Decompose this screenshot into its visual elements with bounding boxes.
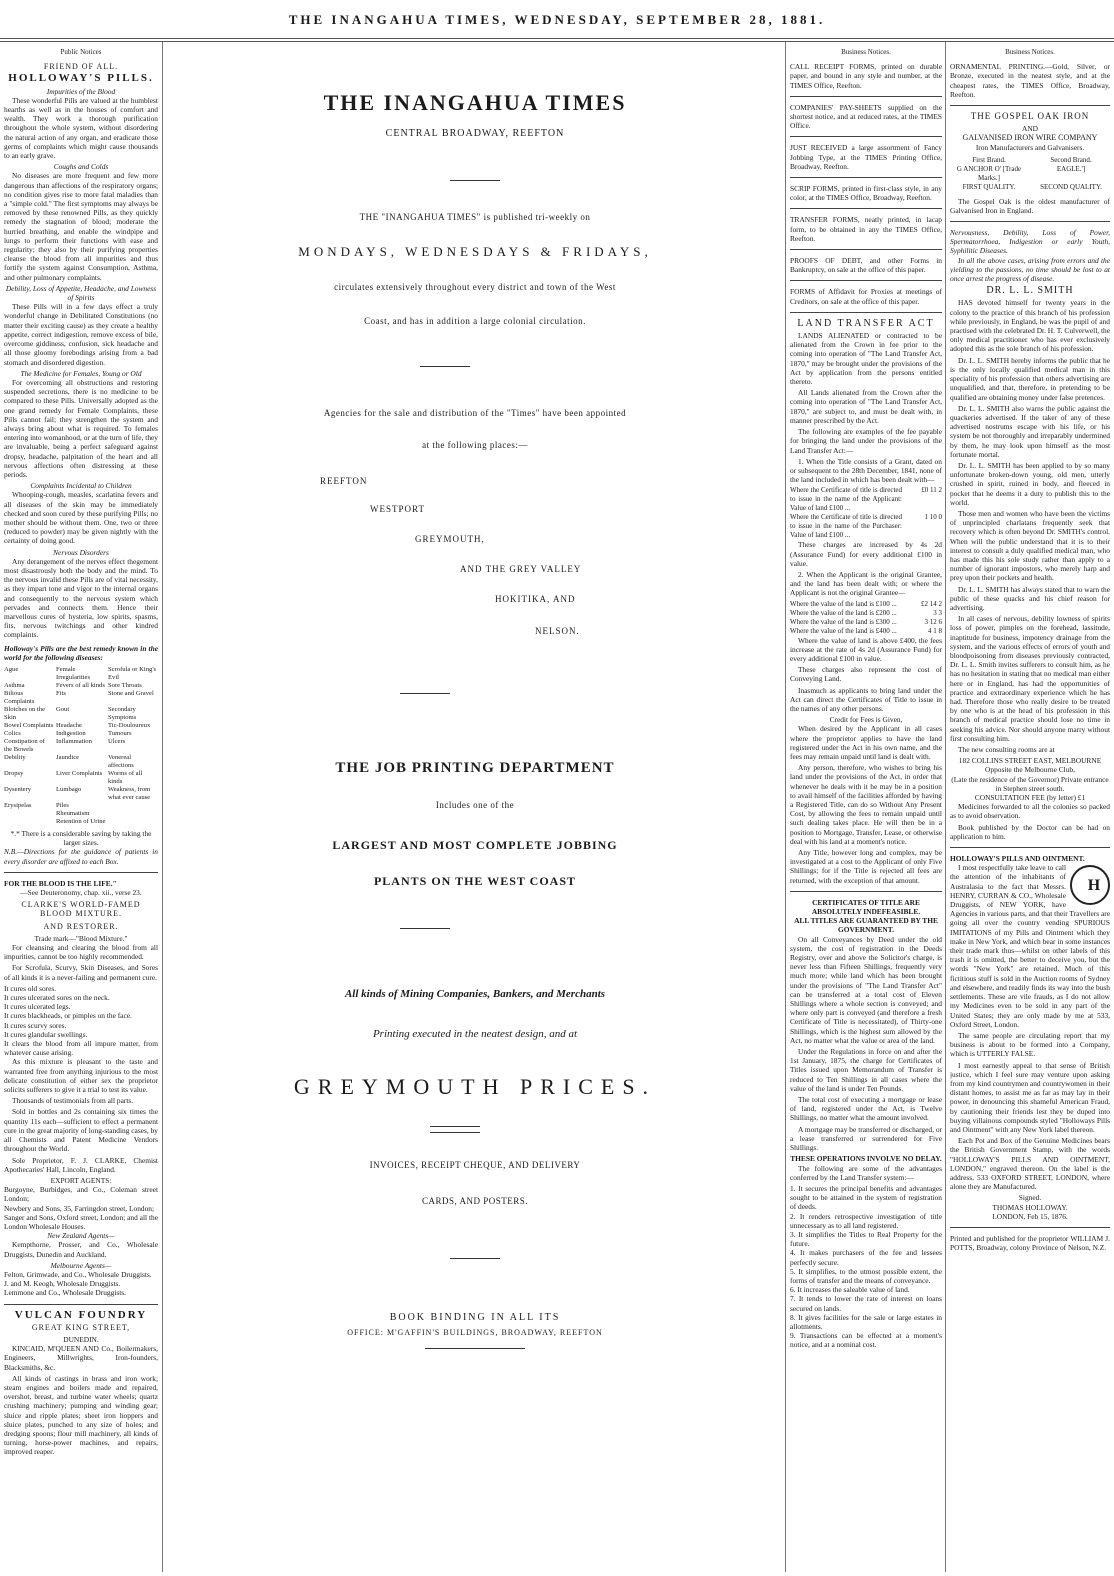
paragraph: HAS devoted himself for twenty years in the colony to the practice of this branch of his profession while previously, in England, he was the pupil of and practised with the celebrated Dr. H. T. Culverwell, the only medical practitioner who has ever exclusively adopted this as the sole branch of his profession. — [950, 298, 1110, 354]
paragraph: The following are examples of the fee payable for bringing the land under the provisions of the Land Transfer Act:— — [790, 427, 942, 455]
masthead-title: THE INANGAHUA TIMES — [323, 90, 627, 115]
brand-item: G ANCHOR O' [Trade Marks.] — [956, 165, 1022, 183]
land-transfer-heading: LAND TRANSFER ACT — [797, 317, 935, 329]
paragraph: All Lands alienated from the Crown after the coming into operation of "The Land Transfer Act, 1870," are subject to, and must be dealt with, in manner prescribed by the Act. — [790, 388, 942, 425]
header-rule — [0, 38, 1114, 39]
disease-item: Venereal affections — [108, 754, 134, 769]
disease-item: Ague — [4, 666, 19, 673]
paragraph: Any derangement of the nerves effect thegement most disastrously both the body and the mind. To the nervous invalid these Pills are of vital necessity, as they impart tone and vigor to the internal organs and consequently to the nervous system which pervades and connects them. Hence their marvellous cures of hysteria, low spirits, spasms, fits, nervous twitchings and other kindred complaints. — [4, 556, 158, 640]
paragraph: Thousands of testimonials from all parts. — [12, 1096, 134, 1106]
guaranteed-heading: ALL TITLES ARE GUARANTEED BY THE GOVERNMENT. — [794, 916, 938, 935]
disease-item: Piles — [56, 802, 69, 809]
paragraph: Each Pot and Box of the Genuine Medicines bears the British Government Stamp, with the words "HOLLOWAY'S PILLS AND OINTMENT, LONDON," engraved thereon. On the label is the address, 533 OXFORD STREET, LONDON, where alone they are Manufactured. — [950, 1136, 1110, 1192]
divider — [420, 366, 470, 367]
address-line: 182 COLLINS STREET EAST, MELBOURNE Opposite the Melbourne Club, — [958, 756, 1102, 775]
subheading: Impurities of the Blood — [46, 86, 116, 96]
disease-item: Female Irregularities — [56, 666, 91, 681]
disease-list — [4, 666, 158, 826]
holloway-seal-icon: H — [1070, 865, 1110, 905]
subheading: Debility, Loss of Appetite, Headache, and Lowness of Spirits — [5, 283, 157, 303]
paragraph: When desired by the Applicant in all cases where the proprietor applies to have the land registered under the Act in his own name, and the fees may remain unpaid until land is dealt with. — [790, 724, 942, 761]
page-title: THE INANGAHUA TIMES, WEDNESDAY, SEPTEMBER 28, 1881. — [288, 12, 826, 27]
disease-item — [108, 810, 158, 818]
notice-receipt-forms — [790, 62, 942, 90]
notice-ornamental-printing — [950, 62, 1110, 99]
dr-smith-heading: DR. L. L. SMITH — [986, 285, 1074, 297]
melbourne-agents-list — [4, 1270, 158, 1298]
paragraph: Those men and women who have been the victims of unprincipled charlatans frequently seek that recovery which is often beyond Dr. SMITH's control. When will the public understand that it is to their interest to consult a duly qualified medical man, who has made this his sole study rather than apply to a number of ignorant impostors, who merely harp and prey upon their pockets and health. — [950, 508, 1110, 583]
disease-item: Headache — [56, 722, 82, 729]
fee-row — [790, 618, 942, 627]
place-hokitika: HOKITIKA, AND — [495, 594, 576, 604]
divider — [790, 177, 942, 178]
disease-item: Secondary Symptoms — [108, 706, 137, 721]
paragraph: Dr. L. L. SMITH has been applied to by so many unfortunate broken-down young, old men, utterly crushed in spirit, ruined in body, and fleeced in pocket that he deems it a duty to publish this to the world. — [950, 460, 1110, 507]
fee-row — [790, 513, 942, 540]
paragraph: Inasmuch as applicants to bring land under the Act can direct the Certificates of Title to issue in the names of any other persons. — [790, 685, 942, 713]
publication-days: MONDAYS, WEDNESDAYS & FRIDAYS, — [298, 244, 652, 259]
advantages-list — [790, 1184, 942, 1350]
divider — [950, 847, 1110, 848]
nervousness-heading: Nervousness, Debility, Loss of Power, Spermatorrhoea, Indigestion or early Youth, Syphilitic Diseases. — [950, 228, 1110, 256]
agent-item: Sanger and Sons, Oxford street, London; and all the London Wholesale Houses. — [4, 1212, 158, 1231]
subheading: Complaints Incidental to Children — [30, 481, 132, 491]
disease-item: Rheumatism — [56, 810, 90, 817]
nz-agents-heading: New Zealand Agents— — [47, 1231, 115, 1241]
paragraph: The Gospel Oak is the oldest manufacturer of Galvanised Iron in England. — [950, 196, 1110, 215]
disease-item: Asthma — [4, 682, 25, 689]
disease-item: Dropsy — [4, 770, 24, 777]
paragraph: All kinds of castings in brass and iron work; steam engines and boilers made and repaired, overshot, breast, and turbine water wheels; quartz crushing machinery; pumping and winding gear; sluice and ripple plates; sheet iron hoppers and sluice plates, punched to any size of holes; and dredging spoons; flour mill machinery, all kinds of turning, horse-power machines, and repairs, improved reaper. — [4, 1373, 158, 1457]
divider — [450, 1258, 500, 1259]
advantage-item: 2. It renders retrospective investigation of title unnecessary as to all land registered. — [790, 1211, 942, 1230]
disease-item: Inflammation — [56, 738, 92, 745]
paragraph: For cleansing and clearing the blood from all impurities, cannot be too highly recommended. — [4, 943, 158, 962]
disease-item: Scrofula or King's Evil — [108, 666, 157, 681]
disease-item: Ulcers — [108, 738, 126, 745]
disease-item: Indigestion — [56, 730, 86, 737]
column-divider — [945, 42, 946, 1572]
paragraph: LANDS ALIENATED or contracted to be alienated from the Crown in fee prior to the coming into operation of "The Land Transfer Act, 1870," may be brought under the provisions of the Act by application from the persons entitled thereto. — [790, 331, 942, 387]
paragraph: Kempthorne, Prosser, and Co., Wholesale Druggists, Dunedin and Auckland. — [4, 1240, 158, 1259]
mining-line: All kinds of Mining Companies, Bankers, and Merchants — [344, 988, 606, 1000]
paragraph: Book published by the Doctor can be had on application to him. — [950, 822, 1110, 841]
iron-manufacturers: Iron Manufacturers and Galvanisers. — [975, 142, 1085, 152]
notice-text: FORMS of Affidavit for Proxies at meetings of Creditors, on sale at the office of this paper. — [790, 287, 942, 306]
agencies-line: Agencies for the sale and distribution of the "Times" have been appointed — [323, 408, 627, 418]
divider — [450, 180, 500, 181]
paragraph: I most earnestly appeal to that sense of British justice, which I feel sure may venture upon asking from my kind countrymen and countrywomen in their distant homes, to assist me as far as may lay in their power, in denouncing this shameful American Fraud, by cautioning their friends lest they be duped into buying villainous compounds styled "Holloways Pills and Ointment" with any New York label thereon. — [950, 1060, 1110, 1134]
notice-text: PROOFS OF DEBT, and other Forms in Bankruptcy, on sale at the office of this paper. — [790, 256, 942, 275]
circulation-line: circulates extensively throughout every district and town of the West — [334, 282, 616, 292]
vulcan-street: GREAT KING STREET, — [31, 1322, 131, 1332]
saving-note: *.* There is a considerable saving by taking the larger sizes. — [10, 829, 152, 848]
cure-item: It clears the blood from all impure matter, from whatever cause arising. — [4, 1039, 158, 1058]
coast-line: Coast, and has in addition a large colonial circulation. — [364, 316, 586, 326]
largest-line: LARGEST AND MOST COMPLETE JOBBING — [332, 838, 618, 852]
notice-scrip-forms — [790, 184, 942, 202]
divider — [790, 96, 942, 97]
prices-line: GREYMOUTH PRICES. — [293, 1074, 657, 1099]
paragraph: Dr. L. L. SMITH has always stated that to warn the public of these quacks and his chief reason for advertising. — [950, 584, 1110, 612]
disease-item: Constipation of the Bowels — [4, 738, 45, 753]
paragraph: No diseases are more frequent and few more dangerous than affections of the respiratory organs; no condition gives rise to more fatal maladies than a "simple cold." The first symptoms may always be removed by these renowned Pills, as they quickly remedy the stagnation of blood; moderate the hurried breathing, and enable the windpipe and lungs to perform their functions with ease and regularity; they also by their purifying properties cleanse the blood from all impurities and thus fortify the system against Consumption, Asthma, and other pulmonary complaints. — [4, 171, 158, 282]
subheading: Nervous Disorders — [53, 547, 109, 557]
place-greymouth: GREYMOUTH, — [415, 534, 485, 544]
vulcan-city: DUNEDIN. — [63, 1334, 99, 1344]
advantage-item: 1. It secures the principal benefits and advantages sought to be attained in the system of registration of deeds. — [790, 1183, 942, 1212]
holloway-heading: HOLLOWAY'S PILLS. — [8, 72, 154, 85]
advantage-item: 3. It simplifies the Titles to Real Property for the future. — [790, 1229, 942, 1249]
paragraph: For overcoming all obstructions and restoring suspended secretions, there is no medicine to be compared to these Pills. Universally adopted as the one grand remedy for Female Complaints, these Pills cannot fail; they strengthen the system and always bring about what is required. To females entering into womanhood, or at the turn of life, they are invaluable, being a perfect safeguard against dropsy, headache, palpitation of the heart and all nervous affections often distressing at these periods. — [4, 377, 158, 479]
divider — [425, 1348, 525, 1349]
disease-item — [4, 818, 54, 826]
disease-item — [4, 810, 54, 818]
fee-amount: £0 11 2 — [921, 486, 942, 495]
disease-item — [108, 802, 158, 810]
column-divider — [785, 42, 786, 1572]
paragraph: Where the value of land is above £400, the fees increase at the rate of 4s 2d (Assurance Fund) for every additional £100 in value. — [790, 635, 942, 663]
divider — [790, 208, 942, 209]
printing-line: Printing executed in the neatest design, and at — [372, 1028, 578, 1040]
paragraph: As this mixture is pleasant to the taste and warranted free from anything injurious to the most delicate constitution of either sex the proprietor solicits sufferers to give it a trial to test its value. — [4, 1057, 158, 1095]
place-reefton: REEFTON — [320, 476, 368, 486]
notice-text: JUST RECEIVED a large assortment of Fancy Jobbing Type, at the TIMES Printing Office, Broadway, Reefton. — [790, 143, 942, 171]
disease-item: Stone and Gravel — [108, 690, 154, 697]
divider — [950, 221, 1110, 222]
fee-amount: £2 14 2 — [921, 599, 942, 608]
paragraph: Dr. L. L. SMITH hereby informs the public that he is the only locally qualified medical man in this speciality of his profession that others advertising are unqualified, and that, therefore, in pretending to be qualified are obtaining money under false pretences. — [950, 355, 1110, 402]
agent-item: J. and M. Keogh, Wholesale Druggists. — [4, 1279, 121, 1289]
fee-description: Where the value of the land is £400 ... — [790, 626, 897, 635]
paragraph: The following are some of the advantages conferred by the Land Transfer system:— — [790, 1163, 942, 1182]
paragraph: In all the above cases, arising from errors and the yielding to the passions, no time should be lost to at once arrest the progress of disease. — [950, 255, 1110, 284]
holloway-heading: HOLLOWAY'S PILLS AND OINTMENT. — [950, 854, 1085, 864]
notice-text: ORNAMENTAL PRINTING.—Gold, Silver, or Bronze, executed in the neatest style, and at the cheapest rates, the TIMES Office, Broadway, Reefton. — [950, 62, 1110, 99]
paragraph: Medicines forwarded to all the colonies so packed as to avoid observation. — [950, 802, 1110, 821]
paragraph: Sole Proprietor, F. J. CLARKE, Chemist Apothecaries' Hall, Lincoln, England. — [4, 1155, 158, 1174]
galvanised-heading: GALVANISED IRON WIRE COMPANY — [962, 133, 1098, 143]
paragraph: 2. When the Applicant is the original Grantee, and the land has been dealt with; or where the Applicant is not the original Grantee— — [790, 569, 942, 598]
agents-list — [4, 1185, 158, 1231]
credit-heading: Credit for Fees is Given, — [829, 715, 903, 725]
agent-item: Newbery and Sons, 35, Farringdon street, London; — [4, 1203, 155, 1213]
trade-mark: Trade mark—"Blood Mixture." — [34, 933, 128, 943]
paragraph: These Pills will in a few days effect a truly wonderful change in Debilitated Constitutions (no matter their exciting cause) as they create a healthy appetite, correct indigestion, remove excess of bile, overcome giddiness, confusion, sick headache and all those gloomy forebodings arising from a bad stomach and disordered digestion. — [4, 302, 158, 367]
divider — [430, 1132, 480, 1133]
disease-item: Debility — [4, 754, 26, 761]
disease-item: Bilious Complaints — [4, 690, 35, 705]
blood-life-heading: FOR THE BLOOD IS THE LIFE." — [4, 878, 117, 888]
no-delay-heading: THESE OPERATIONS INVOLVE NO DELAY. — [790, 1154, 942, 1164]
cure-item: It cures scurvy sores. — [4, 1020, 67, 1030]
paragraph: The new consulting rooms are at — [958, 745, 1055, 755]
best-remedy: Holloway's Pills are the best remedy known in the world for the following diseases: — [4, 643, 158, 662]
divider — [950, 105, 1110, 106]
disease-item: Blotches on the Skin — [4, 706, 46, 721]
masthead-address: CENTRAL BROADWAY, REEFTON — [385, 128, 565, 139]
cure-item: It cures blackheads, or pimples on the face. — [4, 1011, 132, 1021]
divider — [430, 1126, 480, 1127]
divider — [790, 891, 942, 892]
divider — [950, 1227, 1110, 1228]
notice-text: COMPANIES' PAY-SHEETS supplied on the shortest notice, and at reduced rates, at the TIMES Office. — [790, 102, 942, 131]
divider — [400, 693, 450, 694]
fee-table — [790, 600, 942, 636]
plants-line: PLANTS ON THE WEST COAST — [373, 874, 577, 888]
disease-item: Jaundice — [56, 754, 80, 761]
divider — [4, 872, 158, 873]
column-business-notices — [790, 48, 942, 1572]
brands-table — [950, 156, 1110, 193]
brand-item: SECOND QUALITY. — [1040, 183, 1102, 192]
notice-text: CALL RECEIPT FORMS, printed on durable paper, and bound in any style and number, at the TIMES Office, Reefton. — [790, 62, 942, 90]
advantage-item: 7. It tends to lower the rate of interest on loans secured on lands. — [790, 1294, 942, 1313]
friend-heading: FRIEND OF ALL. — [43, 62, 119, 72]
fee-description: Where the value of the land is £100 ... — [790, 599, 897, 608]
fee-amount: 1 10 0 — [924, 513, 942, 522]
advantage-item: 6. It increases the saleable value of land. — [790, 1285, 910, 1295]
fee-table — [790, 486, 942, 540]
disease-item: Fevers of all kinds — [56, 682, 105, 689]
paragraph: KINCAID, M'QUEEN AND Co., Boilermakers, Engineers, Millwrights, Iron-founders, Blacksmiths, &c. — [4, 1344, 158, 1372]
fee-amount: 3 3 — [933, 608, 942, 617]
invoices-line: INVOICES, RECEIPT CHEQUE, AND DELIVERY — [369, 1160, 581, 1170]
cure-item: It cures ulcerated sores on the neck. — [4, 993, 110, 1003]
brand-item: First Brand. — [972, 155, 1006, 164]
paragraph: Whooping-cough, measles, scarlatina fevers and all diseases of the skin may be immediately checked and soon cured by these purifying Pills; no mother should be without them. One, two or three (reduced to powder) may be given nightly with the certainty of doing good. — [4, 490, 158, 546]
includes-line: Includes one of the — [435, 800, 515, 810]
disease-item: Tic-Douloureux — [108, 722, 151, 729]
paragraph: Under the Regulations in force on and after the 1st January, 1875, the charge for Certificates of Titles issued upon Memorandum of Transfer is reduced to Ten Shillings in all cases where the value of the land is under Ten Pounds. — [790, 1047, 942, 1093]
paragraph: These wonderful Pills are valued at the humblest hearths as well as in the houses of comfort and wealth. They work a thorough purification throughout the whole system, without disordering the natural action of any organ, and eradicate those germs of complaints which might cause thousands to an early grave. — [4, 95, 158, 161]
paragraph: These charges also represent the cost of Conveying Land. — [790, 665, 942, 684]
melbourne-agents-heading: Melbourne Agents— — [50, 1260, 112, 1270]
disease-item: Weakness, from what ever cause — [108, 786, 151, 801]
notice-text: SCRIP FORMS, printed in first-class style, in any color, at the TIMES Office, Broadway, Reefton. — [790, 184, 942, 203]
office-line: OFFICE: M'GAFFIN'S BUILDINGS, BROADWAY, REEFTON — [347, 1328, 603, 1337]
cards-line: CARDS, AND POSTERS. — [421, 1196, 529, 1206]
header-rule-2 — [0, 41, 1114, 42]
column-header: Public Notices — [60, 48, 102, 56]
column-business-notices-2 — [950, 48, 1110, 1572]
paragraph-text: I most respectfully take leave to call the attention of the inhabitants of Australasia to the fact that Messrs. HENRY, CURRAN & CO., Wholesale Druggists, of NEW YORK, have Agencies in various parts, and that their Travellers are going all over the country vending SPURIOUS IMITATIONS of my Pills and Ointment which they make in New York, and which bear in some instances their trade mark thus—whilst on other labels of this trash it is omitted, the better to deceive you, but the words "New York" are retained. Much of this fictitious stuff is sold in the Auction rooms of Sydney and elsewhere, and readily finds its way into the bush settlements. These are vile frauds, as I do not allow my Medicines even to be sold in any part of the United States; they are only made by me at 533, Oxford Street, London. — [950, 863, 1110, 1029]
notice-affidavit-forms — [790, 287, 942, 305]
cure-item: It cures glandular swellings. — [4, 1029, 88, 1039]
disease-item: Erysipelas — [4, 802, 32, 809]
disease-item: Dysentery — [4, 786, 32, 793]
paragraph: In all cases of nervous, debility lowness of spirits loss of power, pimples on the forehead, lassitude, inaptitude for business, impotency drainage from the system, and the various effects of errors of youth and bloodpoisoning from diseases previously contracted, Dr. L. L. Smith invites sufferers to consult him, as he has no hesitation in stating that no medical man either here or in England, has had the opportunities of practice and extraordinary experience which he has had. Therefore those who really desire to be treated by one who is at the head of his profession in this branch of medical practice should lose no time in seeking his advice. Nor should anyone marry without first consulting him. — [950, 614, 1110, 743]
subheading: The Medicine for Females, Young or Old — [20, 368, 142, 378]
advantage-item: 8. It gives facilities for the sale or large estates in allotments. — [790, 1312, 942, 1331]
fee-row — [790, 609, 942, 618]
places-intro: at the following places:— — [422, 440, 528, 450]
place-nelson: NELSON. — [535, 626, 580, 636]
published-line: THE "INANGAHUA TIMES" is published tri-weekly on — [359, 212, 591, 222]
disease-item: Colics — [4, 730, 21, 737]
advantage-item: 9. Transactions can be effected at a moment's notice, and at a nominal cost. — [790, 1331, 942, 1350]
certificates-heading: CERTIFICATES OF TITLE ARE ABSOLUTELY INDEFEASIBLE. — [811, 897, 921, 917]
fee-amount: 3 12 6 — [924, 617, 942, 626]
disease-item — [108, 818, 158, 826]
notice-transfer-forms — [790, 215, 942, 243]
notice-pay-sheets — [790, 103, 942, 131]
paragraph: Any person, therefore, who wishes to bring his land under the provisions of the Act, in order that whenever he deals with it he may be in a position to avail himself of the facilities afforded by having a Registered Title, can do so Without Any Present Cost, by allowing the fees to remain unpaid until such dealing takes place. He will then be in a position to Mortgage, Transfer, Lease, or otherwise deal with his land at a moment's notice. — [790, 763, 942, 846]
place-westport: WESTPORT — [370, 504, 425, 514]
fee-description: Where the value of the land is £200 ... — [790, 608, 897, 617]
divider — [790, 312, 942, 313]
clarke-heading: CLARKE'S WORLD-FAMED BLOOD MIXTURE. — [21, 900, 141, 919]
fee-description: Where the value of the land is £300 ... — [790, 617, 897, 626]
paragraph: These charges are increased by 4s 2d (Assurance Fund) for every additional £100 in value. — [790, 540, 942, 568]
disease-item: Tumours — [108, 730, 132, 737]
disease-item: Retention of Urine — [56, 818, 106, 825]
brand-item: Second Brand. — [1050, 155, 1092, 164]
cure-item: It cures ulcerated legs. — [4, 1002, 71, 1012]
paragraph: On all Conveyances by Deed under the old system, the cost of registration in the Deeds Registry, over and above the Solicitor's charge, is never less than Fifteen Shillings, frequently very much more; while land which has been brought under the provisions of "The Land Transfer Act" can be transferred at a total cost of Eleven Shillings where a whole section is conveyed; and where only part is conveyed (and therefore a fresh Certificate of Title is necessitated), of Thirty-one Shillings, which is the highest sum allowed by the Act, no matter what the value or area of the land. — [790, 934, 942, 1045]
paragraph: Any Title, however long and complex, may be investigated at a cost to the Applicant of only Five Shillings; for if the Title is rejected all fees are returned, with the exception of that amount. — [790, 848, 942, 885]
job-printing-heading: THE JOB PRINTING DEPARTMENT — [335, 760, 615, 776]
brand-item: FIRST QUALITY. — [962, 183, 1016, 192]
column-divider — [162, 42, 163, 1572]
brand-item: EAGLE.'] — [1056, 165, 1086, 174]
disease-item: Worms of all kinds — [108, 770, 143, 785]
column-header: Business Notices. — [1005, 48, 1055, 56]
export-heading: EXPORT AGENTS: — [50, 1175, 112, 1185]
advantage-item: 5. It simplifies, to the utmost possible extent, the forms of transfer and the means of conveyance. — [790, 1266, 942, 1285]
paragraph: A mortgage may be transferred or discharged, or a lease transferred or surrendered for Five Shillings. — [790, 1124, 942, 1153]
deuteronomy-ref: —See Deuteronomy, chap. xii., verse 23. — [20, 888, 142, 898]
agent-item: Felton, Grimwade, and Co., Wholesale Druggists. — [4, 1269, 152, 1279]
cures-list — [4, 984, 158, 1058]
fee-description: Where the Certificate of title is directed to issue in the name of the Applicant: Value of land £100 ... — [790, 486, 902, 513]
column-center-advertisement — [170, 48, 780, 1568]
disease-item: Liver Complaints — [56, 770, 103, 777]
divider — [790, 136, 942, 137]
paragraph: Sold in bottles and 2s containing six times the quantity 11s each—sufficient to effect a permanent cure in the great majority of long-standing cases, by all Chemists and Patent Medicine Vendors throughout the World. — [4, 1107, 158, 1154]
agent-item: Lemmone and Co., Wholesale Druggists. — [4, 1288, 126, 1298]
restorer-heading: AND RESTORER. — [43, 921, 119, 931]
place-grey-valley: AND THE GREY VALLEY — [460, 564, 582, 574]
signature-name: THOMAS HOLLOWAY. — [992, 1202, 1068, 1212]
subheading: Coughs and Colds — [53, 162, 109, 172]
paragraph: Dr. L. L. SMITH also warns the public against the quackeries advertised. If the taker of any of these advertised nostrums escape with his life, or his system be not thoroughly and irreparably undermined by them, he may look upon himself as the most fortunate mortal. — [950, 403, 1110, 459]
disease-item: Lumbago — [56, 786, 82, 793]
divider — [790, 249, 942, 250]
fee-row — [790, 486, 942, 513]
imprint: Printed and published for the proprietor WILLIAM J. POTTS, Broadway, colony Province of Nelson, N.Z. — [950, 1233, 1110, 1253]
gospel-and: AND — [1021, 124, 1038, 134]
address-note: (Late the residence of the Governor) Private entrance in Stephen street south. — [951, 774, 1109, 793]
paragraph: For Scrofula, Scurvy, Skin Diseases, and Sores of all kinds it is a never-failing and permanent cure. — [4, 963, 158, 982]
disease-item: Bowel Complaints — [4, 722, 54, 729]
divider — [4, 1304, 158, 1305]
fee-description: Where the Certificate of title is directed to issue in the name of the Purchaser: Value of land £100 ... — [790, 513, 902, 540]
gospel-oak-heading: THE GOSPEL OAK IRON — [970, 111, 1090, 122]
fee-row — [790, 627, 942, 636]
notice-proofs-of-debt — [790, 256, 942, 274]
signed: Signed. — [1018, 1193, 1042, 1203]
consultation-fee: CONSULTATION FEE (by letter) £1 — [974, 793, 1086, 803]
notice-type — [790, 143, 942, 171]
notice-text: TRANSFER FORMS, neatly printed, in lacap form, to be obtained in any the TIMES Office, Reefton. — [790, 215, 942, 243]
book-binding-line: BOOK BINDING IN ALL ITS — [389, 1312, 561, 1323]
fee-row — [790, 600, 942, 609]
paragraph: The same people are circulating report that my business is about to be formed into a Company, which is UTTERLY FALSE. — [950, 1030, 1110, 1059]
advantage-item: 4. It makes purchasers of the fee and lessees perfectly secure. — [790, 1248, 942, 1267]
divider — [790, 280, 942, 281]
column-header: Business Notices. — [841, 48, 891, 56]
paragraph — [950, 863, 1110, 1029]
disease-item: Gout — [56, 706, 70, 713]
disease-item: Fits — [56, 690, 66, 697]
paragraph: 1. When the Title consists of a Grant, dated on or subsequent to the 28th December, 1841, none of the land included in which has been dealt with— — [790, 456, 942, 485]
disease-item: Sore Throats — [108, 682, 142, 689]
vulcan-heading: VULCAN FOUNDRY — [14, 1308, 148, 1321]
divider — [400, 928, 450, 929]
signature-date: LONDON, Feb 15, 1876. — [992, 1211, 1068, 1221]
agent-item: Burgoyne, Burbidges, and Co., Coleman street London; — [4, 1185, 158, 1204]
fee-amount: 4 1 8 — [928, 626, 942, 635]
directions-note: N.B.—Directions for the guidance of patients in every disorder are affixed to each Box. — [4, 847, 158, 866]
column-public-notices — [4, 48, 158, 1572]
paragraph: The total cost of executing a mortgage or lease of land, registered under the Act, is Twelve Shillings, no matter what the amount involved. — [790, 1095, 942, 1123]
cure-item: It cures old sores. — [4, 983, 57, 993]
